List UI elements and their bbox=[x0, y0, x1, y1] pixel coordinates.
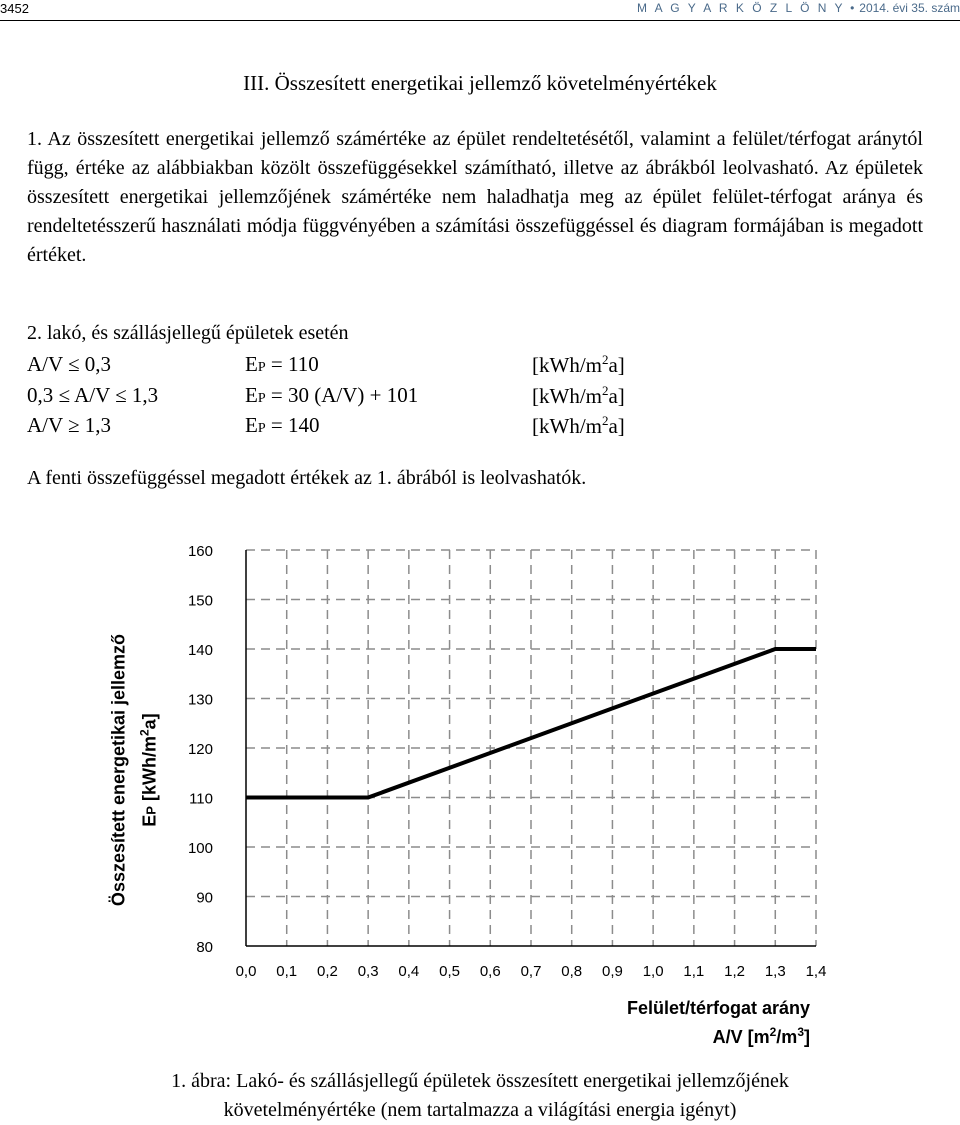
x-tick-label: 0,4 bbox=[398, 963, 420, 980]
energy-chart bbox=[100, 520, 840, 1060]
y-axis-label-line2: EP $[kWh/m^2a]$ bbox=[137, 713, 160, 827]
x-tick-label: 1,1 bbox=[683, 963, 705, 980]
figure-caption-line1: 1. ábra: Lakó- és szállásjellegű épületek összesített energetikai jellemzőjének bbox=[171, 1070, 789, 1092]
note-text: A fenti összefüggéssel megadott értékek az 1. ábrából is leolvashatók. bbox=[27, 467, 587, 489]
x-tick-label: 1,3 bbox=[764, 963, 786, 980]
y-tick-label: 150 bbox=[187, 592, 213, 610]
y-tick-label: 100 bbox=[187, 840, 213, 857]
x-tick-label: 0,0 bbox=[235, 963, 257, 980]
formula-condition: 0,3 ≤ A/V ≤ 1,3 bbox=[27, 383, 159, 407]
x-axis-label-line1: Felület/térfogat arány bbox=[626, 998, 810, 1018]
header-rule bbox=[0, 20, 960, 21]
x-tick-label: 1,0 bbox=[642, 963, 664, 980]
x-tick-label: 1,4 bbox=[805, 963, 827, 980]
formula-row bbox=[27, 413, 927, 441]
issue-number: 2014. évi 35. szám bbox=[859, 1, 960, 15]
page-header bbox=[0, 0, 960, 20]
formula-condition: A/V ≥ 1,3 bbox=[27, 413, 112, 437]
formula-expression: EP = 30 (A/V) + 101 bbox=[245, 383, 419, 407]
x-tick-label: 0,8 bbox=[561, 963, 583, 980]
y-tick-label: 160 bbox=[187, 543, 213, 560]
y-axis-label bbox=[100, 520, 170, 920]
y-tick-label: 130 bbox=[187, 691, 213, 709]
formula-unit: $[kWh/m^2a]$ bbox=[532, 352, 625, 377]
subheading: 2. lakó, és szállásjellegű épületek esetén bbox=[27, 322, 349, 344]
section-title: III. Összesített energetikai jellemző követelményértékek bbox=[243, 71, 717, 95]
formula-expression: EP = 140 bbox=[245, 413, 320, 437]
x-tick-label: 0,6 bbox=[479, 963, 501, 980]
journal-title bbox=[637, 1, 960, 15]
header-separator: • bbox=[850, 1, 855, 15]
y-tick-label: 120 bbox=[187, 741, 213, 758]
x-tick-label: 0,3 bbox=[357, 963, 379, 980]
formula-row bbox=[27, 383, 927, 411]
x-axis-label-line2: A/V $[m^2/m^3]$ bbox=[712, 1025, 810, 1047]
x-axis-label bbox=[627, 996, 810, 1049]
x-tick-label: 0,5 bbox=[439, 963, 461, 980]
formula-row bbox=[27, 352, 927, 380]
journal-name: M A G Y A R K Ö Z L Ö N Y bbox=[636, 1, 846, 15]
x-tick-label: 0,2 bbox=[316, 963, 338, 980]
y-tick-label: 90 bbox=[196, 889, 213, 907]
y-axis-label-line1: Összesített energetikai jellemző bbox=[108, 633, 129, 907]
x-tick-label: 0,1 bbox=[276, 963, 298, 980]
intro-paragraph: 1. Az összesített energetikai jellemző számértéke az épület rendeltetésétől, valamint a felület/térfogat aránytól függ, értéke az alábbiakban közölt összefüggésekkel számítható, illetve az ábrákból leolvasható. Az épületek összesített energetikai jellemzőjének számértéke nem haladhatja meg az épület felület-térfogat aránya és rendeltetésszerű használati módja függvényében a számítási összefüggéssel és diagram formájában is megadott értéket. bbox=[27, 128, 923, 266]
x-tick-label: 0,7 bbox=[520, 963, 542, 980]
y-tick-label: 110 bbox=[189, 790, 213, 808]
formula-unit: $[kWh/m^2a]$ bbox=[532, 383, 625, 408]
y-tick-label: 80 bbox=[196, 939, 213, 956]
chart-plot bbox=[100, 520, 840, 1060]
page-number: 3452 bbox=[0, 1, 29, 16]
x-tick-label: 1,2 bbox=[724, 963, 746, 980]
figure-caption bbox=[0, 1067, 960, 1125]
formula-unit: $[kWh/m^2a]$ bbox=[532, 413, 625, 438]
formula-expression: EP = 110 bbox=[245, 352, 319, 376]
y-tick-label: 140 bbox=[187, 642, 213, 659]
formula-condition: A/V ≤ 0,3 bbox=[27, 352, 112, 376]
x-tick-label: 0,9 bbox=[601, 963, 623, 980]
figure-caption-line2: követelményértéke (nem tartalmazza a világítási energia igényt) bbox=[223, 1099, 737, 1121]
